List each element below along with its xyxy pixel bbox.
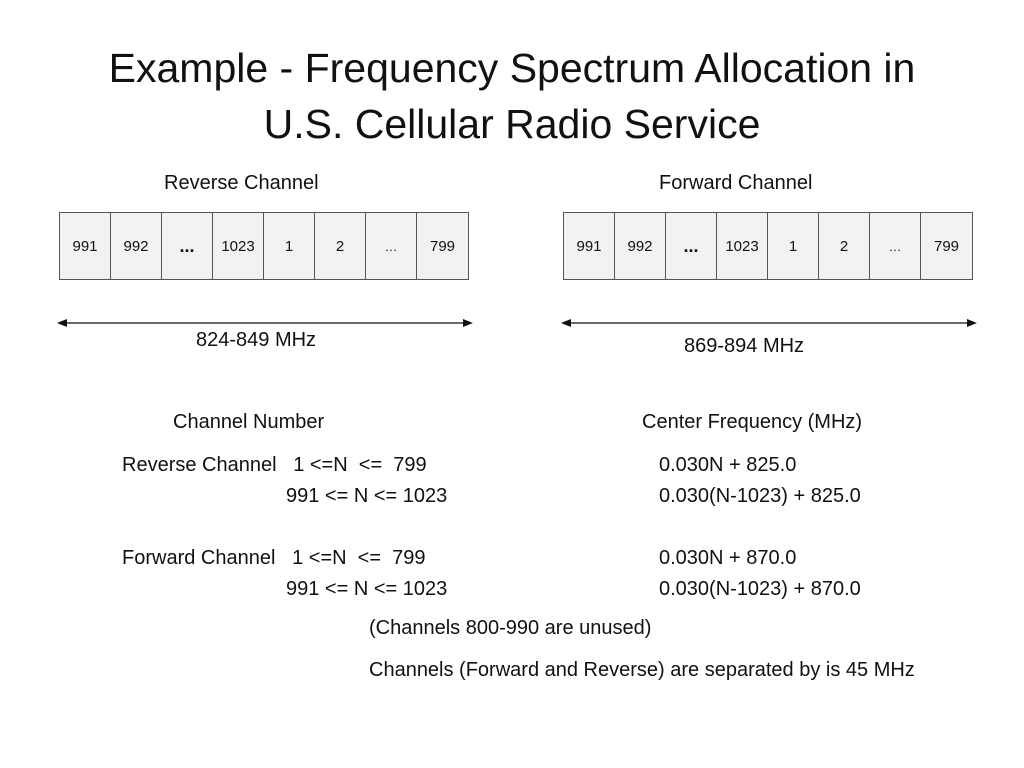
reverse-range-label: 824-849 MHz xyxy=(196,329,317,351)
title-line-1: Example - Frequency Spectrum Allocation in xyxy=(108,45,916,91)
reverse-channel-heading: Reverse Channel xyxy=(164,172,319,194)
reverse-cell-ellipsis-1: ... xyxy=(162,213,213,279)
forward-channel-bar xyxy=(563,212,973,280)
forward-channel-heading: Forward Channel xyxy=(659,172,813,194)
forward-cell-ellipsis-1: ... xyxy=(666,213,717,279)
reverse-cell-1: 1 xyxy=(264,213,315,279)
forward-cell-ellipsis-2: … xyxy=(870,213,921,279)
forward-range-label: 869-894 MHz xyxy=(684,335,805,357)
reverse-cell-ellipsis-2: … xyxy=(366,213,417,279)
forward-range-arrow xyxy=(559,315,979,331)
forward-cell-799: 799 xyxy=(933,237,960,255)
page-title xyxy=(0,40,1024,152)
forward-cell-992: 992 xyxy=(615,213,666,279)
reverse-row-2-range: 991 <= N <= 1023 xyxy=(286,485,448,507)
reverse-cell-992: 992 xyxy=(111,213,162,279)
forward-cell-2: 2 xyxy=(819,213,870,279)
channel-separation-note: Channels (Forward and Reverse) are separated by is 45 MHz xyxy=(369,659,915,681)
channel-number-header: Channel Number xyxy=(173,411,325,433)
forward-cell-1023: 1023 xyxy=(717,213,768,279)
title-line-2: U.S. Cellular Radio Service xyxy=(263,101,761,147)
forward-row-2-range: 991 <= N <= 1023 xyxy=(286,578,448,600)
reverse-row-2-frequency: 0.030(N-1023) + 825.0 xyxy=(659,485,861,507)
forward-cell-1: 1 xyxy=(768,213,819,279)
forward-row-1-frequency: 0.030N + 870.0 xyxy=(659,547,797,569)
reverse-cell-799: 799 xyxy=(429,237,456,255)
forward-cell-991: 991 xyxy=(564,213,615,279)
reverse-cell-1023: 1023 xyxy=(213,213,264,279)
reverse-row-1-frequency: 0.030N + 825.0 xyxy=(659,454,797,476)
unused-channels-note: (Channels 800-990 are unused) xyxy=(369,617,652,639)
reverse-cell-2: 2 xyxy=(315,213,366,279)
reverse-channel-bar xyxy=(59,212,469,280)
center-frequency-header: Center Frequency (MHz) xyxy=(642,411,863,433)
reverse-row-1-label: Reverse Channel 1 <=N <= 799 xyxy=(122,454,427,476)
reverse-cell-991: 991 xyxy=(60,213,111,279)
forward-row-2-frequency: 0.030(N-1023) + 870.0 xyxy=(659,578,861,600)
forward-row-1-label: Forward Channel 1 <=N <= 799 xyxy=(122,547,426,569)
